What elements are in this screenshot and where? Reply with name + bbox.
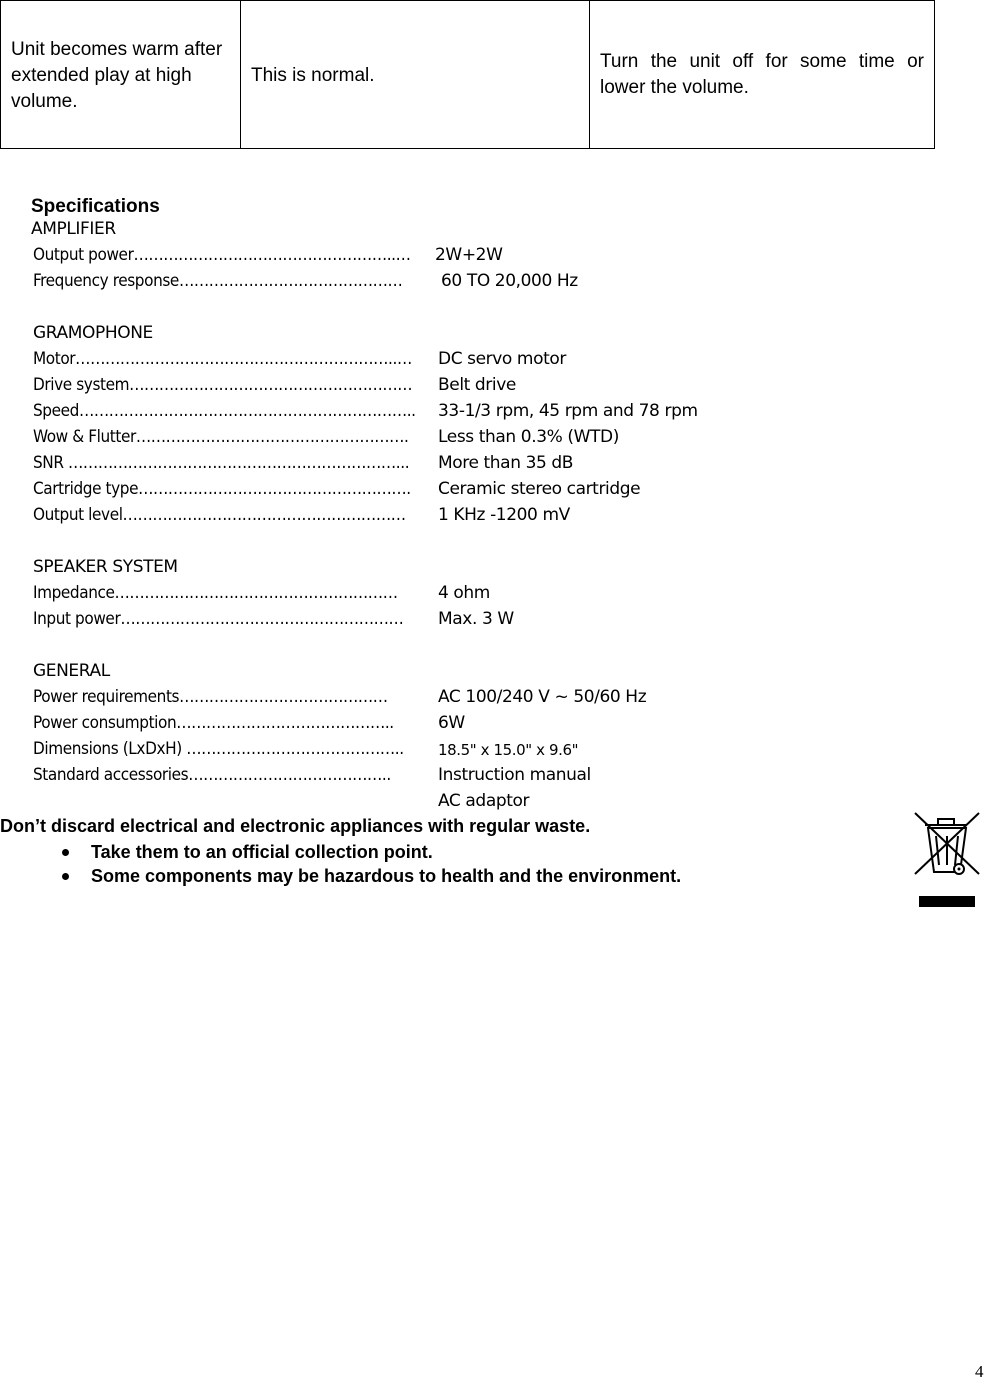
spec-label: Cartridge type……………………………………………….: [33, 479, 411, 499]
spec-row: [33, 765, 391, 785]
spec-row: [33, 739, 404, 759]
symptom-cell: [1, 1, 241, 149]
spec-value: 33-1/3 rpm, 45 rpm and 78 rpm: [438, 401, 698, 421]
spec-label: Standard accessories…………………………………..: [33, 765, 391, 785]
spec-label: Input power…………………………………………………: [33, 609, 404, 629]
spec-label: Dimensions (LxDxH) ……………………………………..: [33, 739, 404, 759]
spec-value: Belt drive: [438, 375, 516, 395]
spec-row: [33, 479, 411, 499]
disposal-bullet-list: [62, 840, 681, 888]
spec-value: 4 ohm: [438, 583, 490, 603]
spec-row: [33, 375, 412, 395]
spec-label: Frequency response………………………………………: [33, 271, 403, 291]
spec-row: [33, 687, 388, 707]
spec-label: Drive system…………………………………………………: [33, 375, 413, 395]
gramophone-heading: GRAMOPHONE: [33, 323, 153, 343]
speaker-system-heading: SPEAKER SYSTEM: [33, 557, 178, 577]
symptom-text: Unit becomes warm after extended play at high volume.: [11, 39, 223, 112]
solution-text-line1: Turn the unit off for some time or: [600, 51, 924, 72]
spec-label: Output level…………………………………………………: [33, 505, 406, 525]
spec-label: Power requirements……………………………………: [33, 687, 388, 707]
spec-value: 2W+2W: [435, 245, 503, 265]
spec-row: [33, 453, 409, 473]
spec-label: SNR …………………………………………………………...: [33, 453, 410, 473]
spec-value: Less than 0.3% (WTD): [438, 427, 619, 447]
spec-label: Power consumption……………………………………..: [33, 713, 394, 733]
spec-value: Max. 3 W: [438, 609, 514, 629]
general-heading: GENERAL: [33, 661, 110, 681]
table-row: [1, 1, 935, 149]
spec-label: Motor………………………………………………………..…: [33, 349, 412, 369]
cause-text: This is normal.: [251, 65, 375, 86]
disposal-note: Don’t discard electrical and electronic appliances with regular waste.: [0, 816, 591, 836]
page-number: 4: [975, 1362, 984, 1381]
spec-label: Wow & Flutter……………………………………………….: [33, 427, 409, 447]
spec-value: Ceramic stereo cartridge: [438, 479, 641, 499]
spec-row: [33, 505, 406, 525]
spec-value: DC servo motor: [438, 349, 566, 369]
spec-value: 18.5" x 15.0" x 9.6": [438, 741, 579, 759]
spec-value: 6W: [438, 713, 465, 733]
spec-label: Impedance…………………………………………………: [33, 583, 398, 603]
spec-row: [33, 583, 398, 603]
cause-cell: [241, 1, 590, 149]
spec-row: [33, 349, 412, 369]
list-item: Take them to an official collection point.: [62, 840, 681, 864]
spec-row: [33, 245, 411, 265]
amplifier-heading: AMPLIFIER: [31, 219, 116, 239]
spec-label: Speed…………………………………………………………..: [33, 401, 416, 421]
spec-row: [33, 609, 403, 629]
spec-row: [33, 427, 409, 447]
spec-value: 60 TO 20,000 Hz: [441, 271, 578, 291]
spec-value: AC adaptor: [438, 791, 530, 811]
specifications-title: Specifications: [31, 196, 160, 217]
troubleshooting-table: [0, 0, 935, 149]
spec-row: [33, 271, 402, 291]
solution-cell: [590, 1, 935, 149]
spec-value: AC 100/240 V ~ 50/60 Hz: [438, 687, 647, 707]
spec-row: [33, 401, 416, 421]
spec-value: Instruction manual: [438, 765, 591, 785]
spec-label: Output power……………………………………………..…: [33, 245, 411, 265]
spec-value: 1 KHz -1200 mV: [438, 505, 570, 525]
solution-text-line2: lower the volume.: [600, 77, 749, 98]
spec-row: [33, 713, 394, 733]
spec-value: More than 35 dB: [438, 453, 574, 473]
list-item: Some components may be hazardous to health and the environment.: [62, 864, 681, 888]
crossed-out-wheelie-bin-icon: [912, 810, 982, 910]
